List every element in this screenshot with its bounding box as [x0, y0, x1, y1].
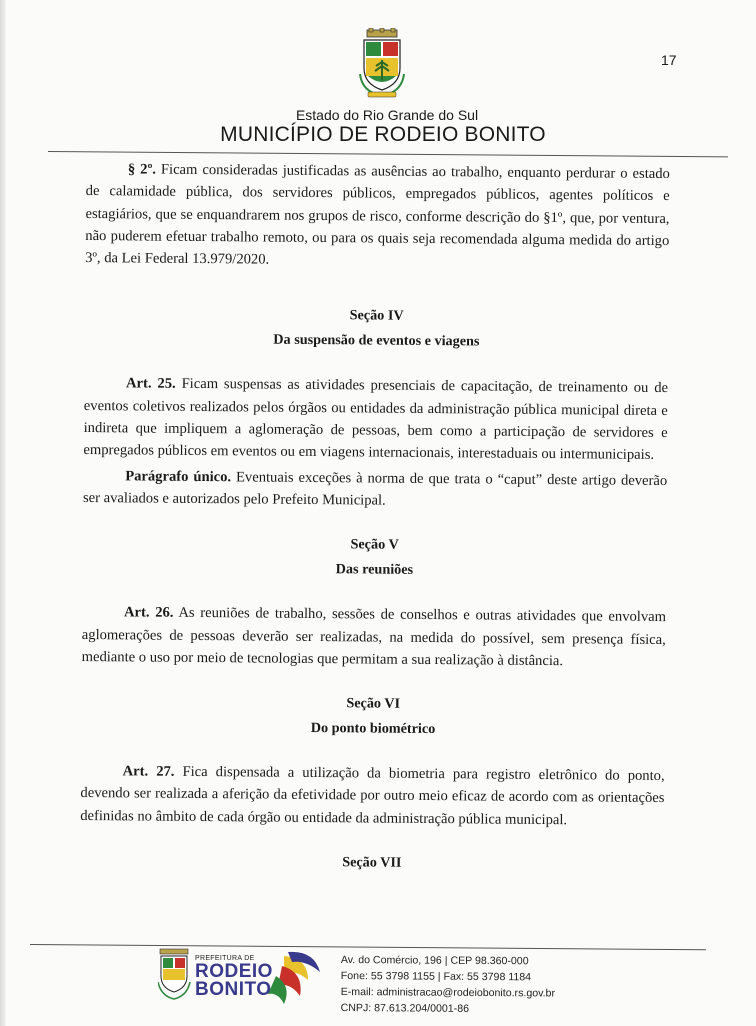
section-v-subtitle: Das reuniões [335, 561, 414, 579]
article-25-text: Ficam suspensas as atividades presenciais de capacitação, de treinamento ou de eventos coletivos realizados pelos órgãos ou entidades da administração pública municipal direta e indireta que impliquem a aglomeração de pessoas, bem como a participação de servidores e empregados públicos em eventos ou em viagens internacionais, interestaduais ou intermunicipais. [83, 376, 669, 464]
document-body [80, 158, 670, 876]
footer-address: Av. do Comércio, 196 | CEP 98.360-000 [340, 953, 529, 968]
footer-brand-line1: RODEIO [195, 961, 273, 982]
section-vi-title: Seção VI [346, 695, 401, 712]
section-vi-subtitle: Do ponto biométrico [310, 720, 436, 738]
article-25-label: Art. 25. [125, 375, 176, 393]
sole-paragraph-label: Parágrafo único. [125, 468, 232, 485]
state-name: Estado do Rio Grande do Sul [295, 107, 479, 123]
footer-contact [341, 952, 556, 1017]
footer-brand-prefix: PREFEITURA DE [195, 955, 255, 962]
article-27-label: Art. 27. [122, 763, 175, 780]
article-26-text: As reuniões de trabalho, sessões de conselhos e outras atividades que envolvam aglomerações de pessoas deverão ser realizadas, na medida do possível, sem presença física, mediante o uso por meio de tecnologias que permitam a sua realização à distância. [81, 605, 667, 670]
section-iv-title: Seção IV [349, 307, 404, 325]
section-vii-title: Seção VII [342, 854, 402, 871]
section-iv-subtitle: Da suspensão de eventos e viagens [273, 332, 480, 350]
footer-cnpj: CNPJ: 87.613.204/0001-86 [340, 1001, 470, 1015]
footer-brand-line2: BONITO [195, 979, 272, 1000]
footer-email: E-mail: administracao@rodeiobonito.rs.gov.br [340, 985, 556, 1000]
article-25 [83, 372, 668, 466]
section-v-title: Seção V [350, 536, 399, 554]
footer-divider [30, 944, 706, 950]
page-number: 17 [661, 52, 677, 68]
article-26-label: Art. 26. [123, 604, 174, 622]
header-divider [48, 151, 728, 157]
article-27 [80, 760, 665, 832]
municipal-crest-icon [356, 28, 408, 100]
paragraph-2-text: Ficam consideradas justificadas as ausências ao trabalho, enquanto perdurar o estado de calamidade pública, dos servidores públicos, empregados públicos, agentes políticos e estagiários, que se enquandrarem nos grupos de risco, conforme descrição do §1º, que, por ventura, não puderem efetuar trabalho remoto, ou para os quais seja recomendada alguma medida do artigo 3º, da Lei Federal 13.979/2020. [85, 161, 670, 268]
paragraph-2 [85, 158, 670, 275]
paragraph-2-label: § 2º. [127, 161, 157, 178]
municipality-title: MUNICÍPIO DE RODEIO BONITO [220, 123, 546, 146]
sole-paragraph-text: Eventuais exceções à norma de que trata o “caput” deste artigo deverão ser avaliados e autorizados pelo Prefeito Municipal. [82, 468, 668, 509]
article-27-text: Fica dispensada a utilização da biometria para registro eletrônico do ponto, devendo ser realizada a aferição da efetividade por outro meio eficaz de acordo com as orientações definidas no âmbito de cada órgão ou entidade da administração pública municipal. [80, 763, 665, 828]
sole-paragraph [83, 465, 667, 515]
footer-phone: Fone: 55 3798 1155 | Fax: 55 3798 1184 [340, 969, 532, 984]
article-26 [82, 601, 667, 673]
page-edge-shadow [0, 0, 6, 1026]
